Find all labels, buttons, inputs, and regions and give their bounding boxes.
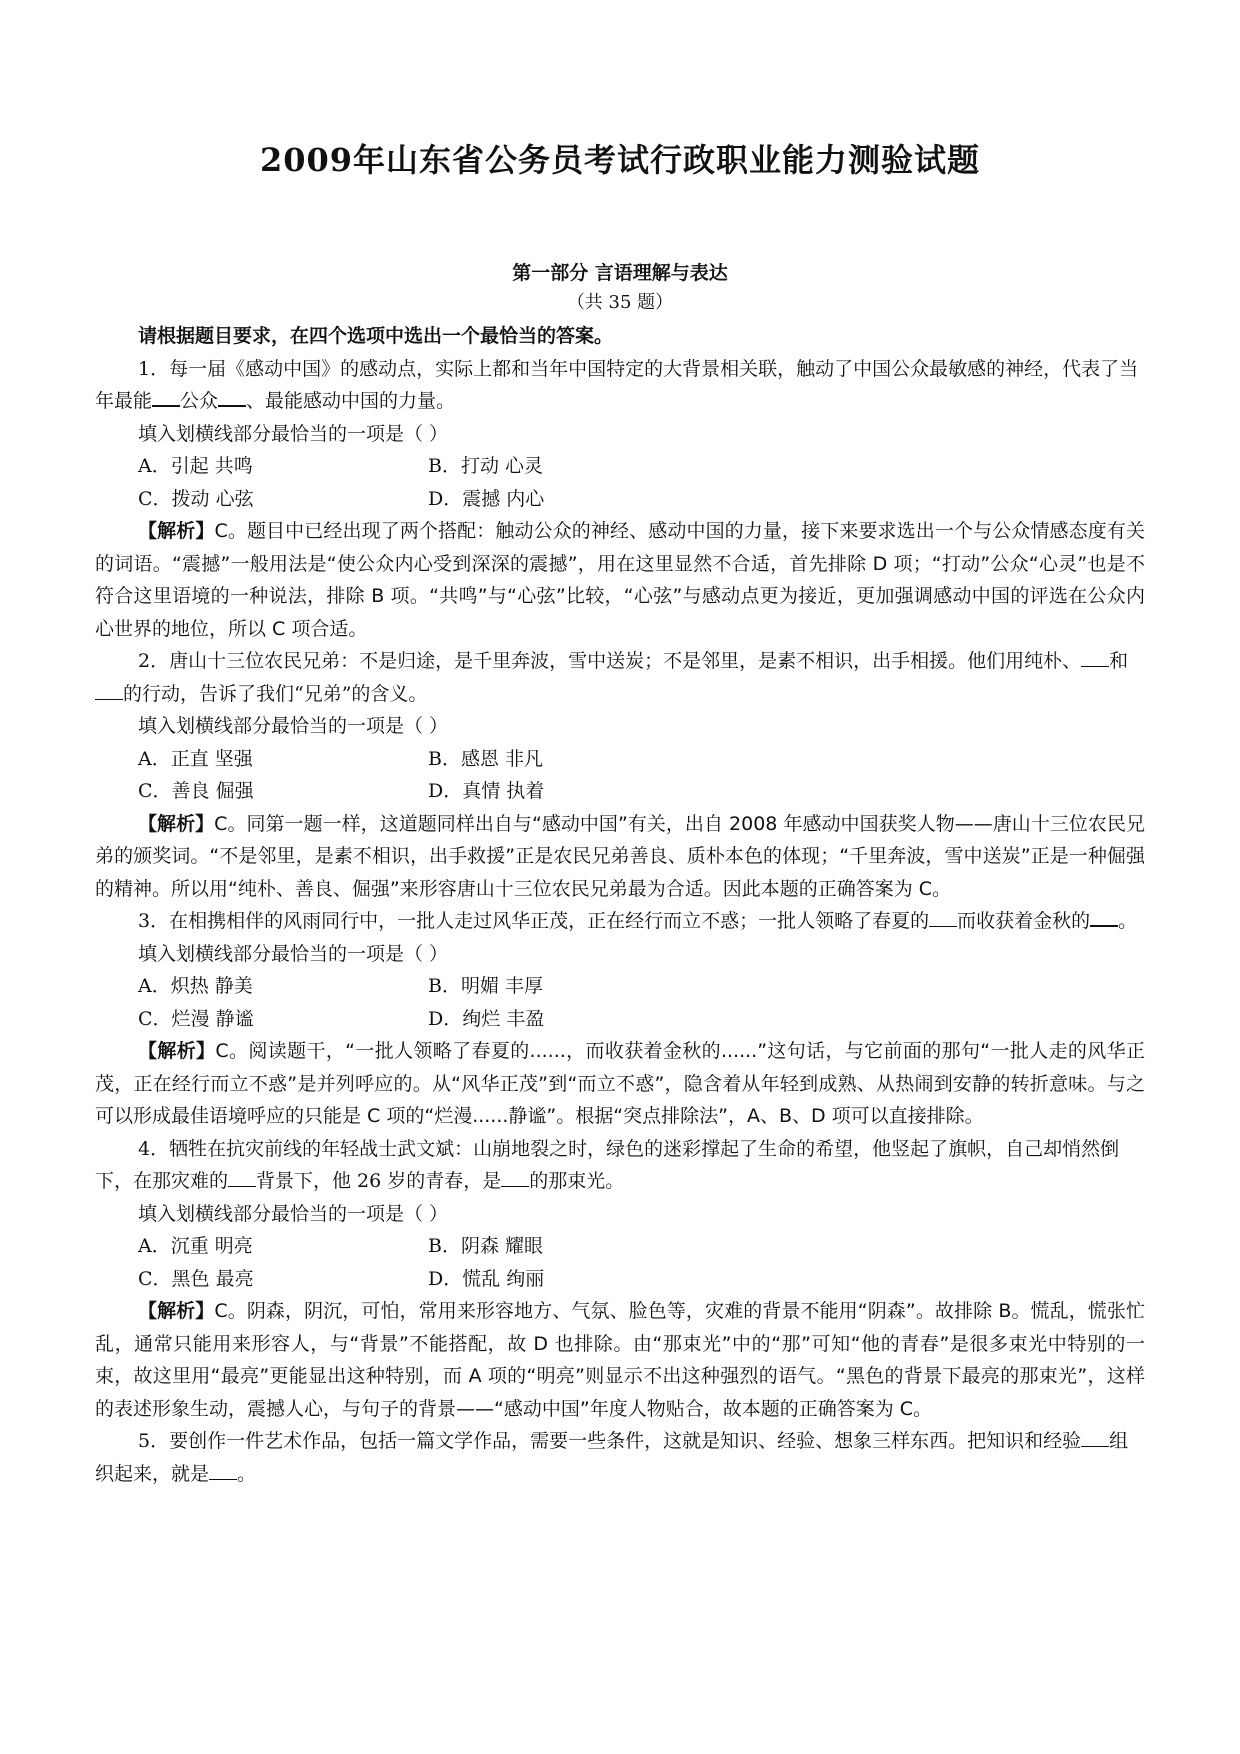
option-a: A．沉重 明亮: [138, 1235, 253, 1257]
analysis-text: C。题目中已经出现了两个搭配：触动公众的神经、感动中国的力量，接下来要求选出一个与公众情感态度有关的词语。“震撼”一般用法是“使公众内心受到深深的震撼”，用在这里显然不合适，首先排除 D 项；“打动”公众“心灵”也是不符合这里语境的一种说法，排除 B 项。“共鸣”与“心弦”比较，“心弦”与感动点更为接近，更加强调感动中国的评选在公众内心世界的地位，所以 C 项合适。: [95, 520, 1145, 640]
analysis-text: C。阴森，阴沉，可怕，常用来形容地方、气氛、脸色等，灾难的背景不能用“阴森”。故排除 B。慌乱，慌张忙乱，通常只能用来形容人，与“背景”不能搭配，故 D 也排除。由“那束光”中的“那”可知“他的青春”是很多束光中特别的一束，故这里用“最亮”更能显出这种特别，而 A 项的“明亮”则显示不出这种强烈的语气。“黑色的背景下最亮的那束光”，这样的表述形象生动，震撼人心，与句子的背景——“感动中国”年度人物贴合，故本题的正确答案为 C。: [95, 1300, 1145, 1420]
question-stem: [95, 1425, 1145, 1490]
options-row: [95, 1003, 1145, 1036]
analysis-label: 【解析】: [138, 812, 215, 835]
stem-text: 3．在相携相伴的风雨同行中，一批人走过风华正茂，正在经行而立不惑；一批人领略了春夏的: [138, 910, 930, 932]
option-a: A．正直 坚强: [138, 747, 253, 770]
stem-text: 2．唐山十三位农民兄弟：不是归途，是千里奔波，雪中送炭；不是邻里，是素不相识，出手相援。他们用纯朴、: [138, 650, 1082, 672]
option-d: D．慌乱 绚丽: [428, 1267, 545, 1290]
stem-text: 。: [237, 1462, 257, 1485]
option-b: B．阴森 耀眼: [428, 1235, 544, 1257]
fill-blank: [152, 387, 180, 407]
question-stem: [95, 905, 1145, 938]
stem-text: 5．要创作一件艺术作品，包括一篇文学作品，需要一些条件，这就是知识、经验、想象三样东西。把知识和经验: [138, 1430, 1082, 1452]
fill-blank: [95, 681, 123, 700]
options-row: [95, 1263, 1145, 1296]
fill-blank: [209, 1461, 237, 1480]
fill-blank: [1081, 1428, 1109, 1447]
fill-blank: [1090, 907, 1118, 927]
fill-blank: [1081, 648, 1109, 667]
stem-text: 的那束光。: [529, 1170, 625, 1192]
analysis-paragraph: [95, 1035, 1145, 1133]
fill-blank: [501, 1168, 529, 1187]
stem-text: 、最能感动中国的力量。: [246, 390, 456, 412]
question-3: [95, 905, 1145, 1133]
option-d: D．绚烂 丰盈: [428, 1007, 545, 1030]
option-b: B．明媚 丰厚: [428, 975, 544, 997]
options-row: [95, 483, 1145, 516]
options-row: [95, 743, 1145, 776]
stem-text: 而收获着金秋的: [957, 910, 1091, 932]
question-stem: [95, 1133, 1145, 1198]
question-5: [95, 1425, 1145, 1490]
question-1: [95, 353, 1145, 646]
question-prompt: 填入划横线部分最恰当的一项是（ ）: [138, 942, 449, 965]
option-d: D．真情 执着: [428, 780, 545, 802]
question-stem: [95, 645, 1145, 710]
option-a: A．引起 共鸣: [138, 455, 253, 477]
option-c: C．善良 倔强: [138, 780, 254, 802]
section-question-count: （共 35 题）: [566, 292, 674, 313]
section-title: 第一部分 言语理解与表达: [512, 262, 728, 284]
analysis-text: C。阅读题干，“一批人领略了春夏的......，而收获着金秋的......”这句话，与它前面的那句“一批人走的风华正茂，正在经行而立不惑”是并列呼应的。从“风华正茂”到“而立不惑”，隐含着从年轻到成熟、从热闹到安静的转折意味。与之可以形成最佳语境呼应的只能是 C 项的“烂漫......静谧”。根据“突点排除法”，A、B、D 项可以直接排除。: [95, 1040, 1145, 1127]
options-row: [95, 450, 1145, 483]
question-prompt: 填入划横线部分最恰当的一项是（ ）: [138, 715, 449, 737]
options-row: [95, 1230, 1145, 1263]
option-d: D．震撼 内心: [428, 487, 545, 510]
option-c: C．黑色 最亮: [138, 1267, 254, 1290]
stem-text: 4．牺牲在抗灾前线的年轻战士武文斌：山崩地裂之时，绿色的迷彩撑起了生命的希望，他竖起了旗帜，自己却悄然倒下，在那灾难的: [95, 1137, 1120, 1192]
stem-text: 组织起来，就是: [95, 1430, 1129, 1485]
instruction-text: 请根据题目要求，在四个选项中选出一个最恰当的答案。: [138, 325, 614, 347]
fill-blank: [929, 908, 957, 927]
fill-blank: [218, 387, 246, 407]
fill-blank: [228, 1168, 256, 1187]
option-c: C．拨动 心弦: [138, 487, 254, 510]
question-prompt: 填入划横线部分最恰当的一项是（ ）: [138, 422, 449, 445]
analysis-paragraph: [95, 515, 1145, 645]
stem-text: 。: [1118, 910, 1138, 932]
stem-text: 和: [1109, 650, 1129, 672]
question-4: [95, 1133, 1145, 1426]
option-b: B．打动 心灵: [428, 455, 544, 477]
options-row: [95, 970, 1145, 1003]
analysis-label: 【解析】: [138, 1040, 216, 1062]
analysis-text: C。同第一题一样，这道题同样出自与“感动中国”有关，出自 2008 年感动中国获奖人物——唐山十三位农民兄弟的颁奖词。“不是邻里，是素不相识，出手救援”正是农民兄弟善良、质朴本色的体现；“千里奔波，雪中送炭”正是一种倔强的精神。所以用“纯朴、善良、倔强”来形容唐山十三位农民兄弟最为合适。因此本题的正确答案为 C。: [95, 812, 1145, 900]
option-b: B．感恩 非凡: [428, 747, 544, 770]
options-row: [95, 775, 1145, 808]
analysis-label: 【解析】: [138, 1300, 215, 1322]
stem-text: 的行动，告诉了我们“兄弟”的含义。: [123, 682, 428, 705]
stem-text: 背景下，他 26 岁的青春，是: [256, 1170, 502, 1192]
analysis-paragraph: [95, 808, 1145, 906]
question-prompt: 填入划横线部分最恰当的一项是（ ）: [138, 1202, 449, 1225]
option-c: C．烂漫 静谧: [138, 1007, 254, 1030]
document-body: [95, 320, 1145, 1490]
analysis-label: 【解析】: [138, 520, 215, 542]
question-2: [95, 645, 1145, 905]
stem-text: 1．每一届《感动中国》的感动点，实际上都和当年中国特定的大背景相关联，触动了中国公众最敏感的神经，代表了当年最能: [95, 357, 1139, 412]
stem-text: 公众: [180, 390, 219, 412]
analysis-paragraph: [95, 1295, 1145, 1425]
option-a: A．炽热 静美: [138, 975, 253, 997]
document-title: 2009年山东省公务员考试行政职业能力测验试题: [259, 141, 981, 179]
question-stem: [95, 353, 1145, 418]
